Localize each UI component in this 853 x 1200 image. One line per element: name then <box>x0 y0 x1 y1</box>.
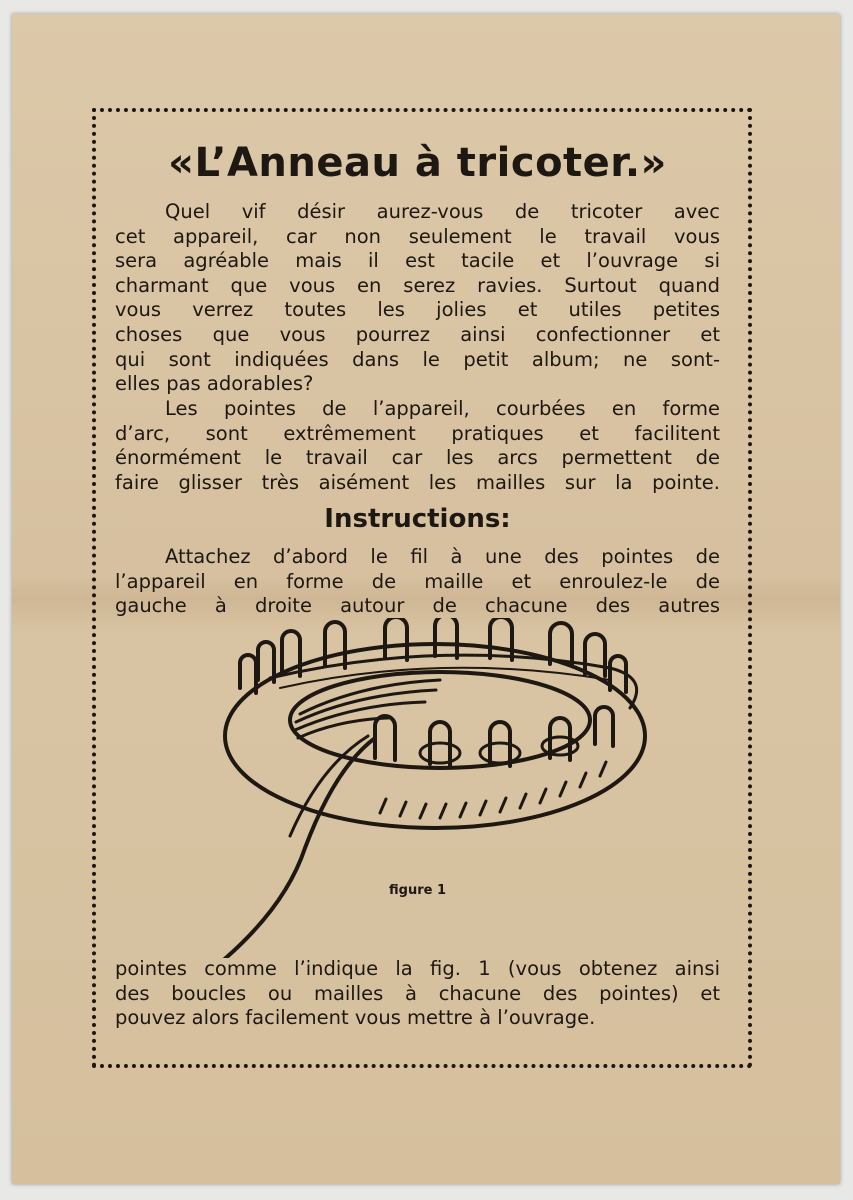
text-line: gauche à droite autour de chacune des autres <box>115 594 720 618</box>
text-line: Attachez d’abord le fil à une des pointes de <box>165 545 720 568</box>
text-line: Quel vif désir aurez-vous de tricoter avec <box>165 200 720 223</box>
text-line: pouvez alors facilement vous mettre à l’ouvrage. <box>115 1006 596 1030</box>
text-line: pointes comme l’indique la fig. 1 (vous obtenez ainsi <box>115 957 720 980</box>
text-line: vous verrez toutes les jolies et utiles petites <box>115 298 720 322</box>
text-line: choses que vous pourrez ainsi confectionner et <box>115 322 720 346</box>
knitting-ring-illustration <box>200 618 660 958</box>
text-line: qui sont indiquées dans le petit album; ne sont- <box>115 347 720 371</box>
text-line: charmant que vous en serez ravies. Surtout quand <box>115 273 720 297</box>
text-line: sera agréable mais il est tacile et l’ouvrage si <box>115 249 720 273</box>
text-line: énormément le travail car les arcs permettent de <box>115 446 720 470</box>
intro-paragraph-1 <box>115 200 720 397</box>
instructions-heading: Instructions: <box>324 504 511 534</box>
intro-paragraph-2 <box>115 397 720 495</box>
text-line: elles pas adorables? <box>115 372 314 396</box>
text-line: des boucles ou mailles à chacune des pointes) et <box>115 981 720 1005</box>
text-line: d’arc, sont extrêmement pratiques et facilitent <box>115 421 720 445</box>
text-line: Les pointes de l’appareil, courbées en forme <box>165 397 720 420</box>
text-line: cet appareil, car non seulement le travail vous <box>115 224 720 248</box>
text-line: l’appareil en forme de maille et enroulez-le de <box>115 569 720 593</box>
document-title: «L’Anneau à tricoter.» <box>168 140 667 186</box>
text-line: faire glisser très aisément les mailles sur la pointe. <box>115 470 720 494</box>
figure-caption: figure 1 <box>389 883 446 898</box>
instructions-paragraph-2 <box>115 957 720 1031</box>
instructions-paragraph-1 <box>115 545 720 619</box>
